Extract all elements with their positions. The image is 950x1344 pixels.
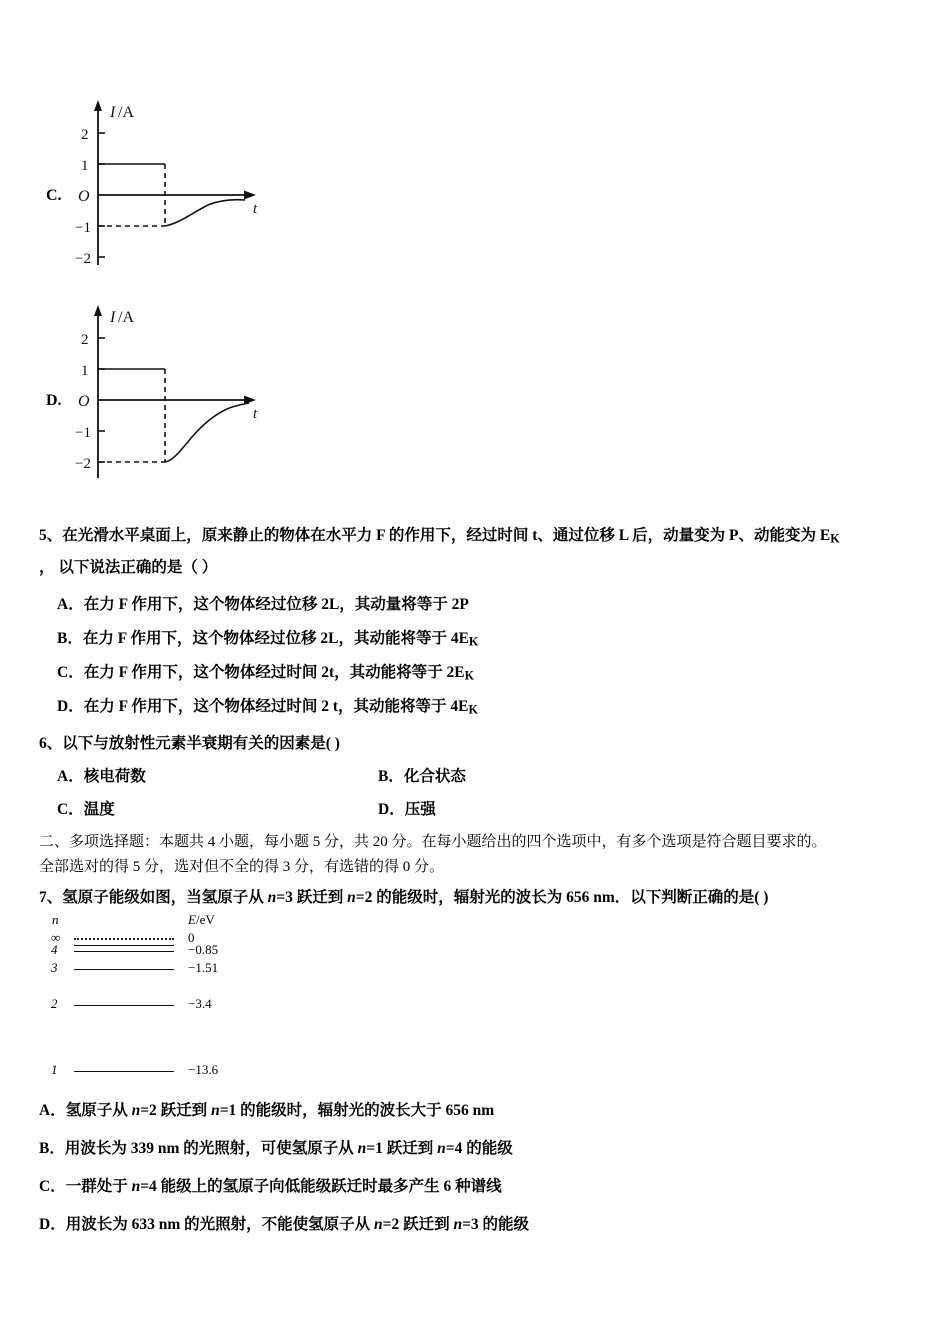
q7-option-b-part2: =1 跃迁到 xyxy=(366,1140,438,1157)
svg-text:t: t xyxy=(253,406,258,422)
question-6-option-c xyxy=(57,797,115,819)
svg-text:1: 1 xyxy=(81,363,89,379)
energy-level-line-infinity xyxy=(74,938,174,940)
q6-option-b-label: B． xyxy=(378,768,404,785)
figure-d-option-label: D. xyxy=(46,392,62,409)
question-5-option-c xyxy=(57,660,474,683)
q6-option-b-text: 化合状态 xyxy=(403,768,466,785)
question-5-option-a xyxy=(57,592,469,614)
svg-text:1: 1 xyxy=(81,158,89,174)
q5-option-b-label: B． xyxy=(57,630,83,647)
q7-option-a-n2: n xyxy=(211,1102,220,1119)
question-5-option-b xyxy=(57,626,478,649)
q7-stem-mid1: =3 跃迁到 xyxy=(276,889,348,906)
q7-option-a-n1: n xyxy=(131,1102,141,1119)
energy-level-line-2 xyxy=(74,1005,174,1006)
q5-option-b-subscript: K xyxy=(468,634,479,649)
question-6-option-a xyxy=(57,764,146,786)
energy-level-label-1: 1 xyxy=(51,1062,58,1077)
svg-text:2: 2 xyxy=(81,332,89,348)
question-5-stem-line2: ， 以下说法正确的是（ ） xyxy=(39,559,218,576)
q7-stem-n1: n xyxy=(267,889,277,906)
svg-text:−2: −2 xyxy=(75,251,91,267)
question-6-option-d xyxy=(378,797,436,819)
q5-option-d-text: 在力 F 作用下，这个物体经过时间 2 t，其动能将等于 4E xyxy=(83,698,469,715)
q5-option-d-subscript: K xyxy=(468,702,478,717)
svg-text:I: I xyxy=(110,104,116,121)
energy-value-infinity: 0 xyxy=(188,930,195,945)
energy-level-line-1 xyxy=(74,1071,174,1072)
q7-option-c-part0: 一群处于 xyxy=(65,1178,132,1195)
question-7-option-b xyxy=(39,1136,513,1158)
svg-text:−1: −1 xyxy=(75,220,91,236)
question-7-stem xyxy=(39,885,768,907)
q5-stem-subscript: K xyxy=(830,531,840,546)
q7-option-a-part0: 氢原子从 xyxy=(65,1102,132,1119)
energy-level-label-infinity: ∞ xyxy=(51,930,61,945)
figure-d-graph xyxy=(40,300,330,485)
q7-option-c-n1: n xyxy=(131,1178,141,1195)
figure-option-c xyxy=(40,95,330,270)
q6-option-c-text: 温度 xyxy=(83,801,115,818)
q7-option-b-part0: 用波长为 339 nm 的光照射，可使氢原子从 xyxy=(64,1140,358,1157)
q7-option-b-label: B． xyxy=(39,1140,65,1157)
energy-level-line-4 xyxy=(74,951,174,952)
energy-level-label-4: 4 xyxy=(51,942,58,957)
energy-level-line-3 xyxy=(74,969,174,970)
energy-value-1: −13.6 xyxy=(188,1062,219,1077)
q7-option-a-part2: =2 跃迁到 xyxy=(140,1102,212,1119)
q7-option-d-n1: n xyxy=(374,1216,383,1233)
q5-option-a-text: 在力 F 作用下，这个物体经过位移 2L，其动量将等于 2P xyxy=(83,596,469,613)
q6-option-a-text: 核电荷数 xyxy=(83,768,146,785)
q5-option-b-text: 在力 F 作用下，这个物体经过位移 2L，其动能将等于 4E xyxy=(82,630,469,647)
q7-option-d-part4: =3 的能级 xyxy=(462,1216,530,1233)
q5-stem-text: 5、在光滑水平桌面上，原来静止的物体在水平力 F 的作用下，经过时间 t、通过位移 L 后，动量变为 P、动能变为 E xyxy=(39,527,831,544)
q7-option-b-n1: n xyxy=(357,1140,367,1157)
energy-level-line-5 xyxy=(74,945,174,946)
question-6-stem: 6、以下与放射性元素半衰期有关的因素是( ) xyxy=(39,735,340,752)
q5-option-d-label: D． xyxy=(57,698,84,715)
svg-text:/A: /A xyxy=(118,104,134,121)
q6-option-c-label: C． xyxy=(57,801,84,818)
section-header-line1: 二、多项选择题：本题共 4 小题，每小题 5 分，共 20 分。在每小题给出的四个选项中，有多个选项是符合题目要求的。 xyxy=(39,834,827,850)
q7-stem-n2: n xyxy=(347,889,356,906)
figure-c-graph xyxy=(40,95,330,270)
svg-text:I: I xyxy=(110,309,116,326)
figure-option-d xyxy=(40,300,330,485)
q6-option-a-label: A． xyxy=(57,768,84,785)
figure-c-option-label: C. xyxy=(46,187,62,204)
question-7-option-a xyxy=(39,1098,494,1120)
svg-text:2: 2 xyxy=(81,127,89,143)
svg-text:−2: −2 xyxy=(75,456,91,472)
q7-option-b-n2: n xyxy=(437,1140,446,1157)
q6-option-d-label: D． xyxy=(378,801,405,818)
svg-text:O: O xyxy=(78,393,90,410)
question-6-option-b xyxy=(378,764,466,786)
q7-option-a-label: A． xyxy=(39,1102,66,1119)
svg-text:t: t xyxy=(253,201,258,217)
energy-value-4: −0.85 xyxy=(188,942,219,957)
svg-text:/A: /A xyxy=(118,309,134,326)
section-header-line2: 全部选对的得 5 分，选对但不全的得 3 分，有选错的得 0 分。 xyxy=(39,859,445,875)
q7-stem-mid2: =2 的能级时，辐射光的波长为 656 nm．以下判断正确的是( ) xyxy=(355,889,769,906)
q7-option-d-label: D． xyxy=(39,1216,66,1233)
q7-stem-prefix: 7、氢原子能级如图，当氢原子从 xyxy=(39,889,268,906)
q7-option-a-part4: =1 的能级时，辐射光的波长大于 656 nm xyxy=(219,1102,495,1119)
q5-option-c-label: C． xyxy=(57,664,84,681)
energy-value-3: −1.51 xyxy=(188,960,219,975)
q7-option-d-n2: n xyxy=(453,1216,463,1233)
energy-value-2: −3.4 xyxy=(188,996,212,1011)
q5-option-c-subscript: K xyxy=(464,668,475,683)
question-7-option-d xyxy=(39,1212,529,1234)
q7-option-c-part2: =4 能级上的氢原子向低能级跃迁时最多产生 6 种谱线 xyxy=(140,1178,502,1195)
energy-header-n: n xyxy=(52,912,59,927)
question-5-stem-line1 xyxy=(39,523,840,546)
energy-level-label-3: 3 xyxy=(51,960,58,975)
energy-level-diagram xyxy=(48,910,278,1090)
energy-header-e: E/eV xyxy=(188,912,215,927)
energy-level-label-2: 2 xyxy=(51,996,58,1011)
q7-option-d-part0: 用波长为 633 nm 的光照射，不能使氢原子从 xyxy=(65,1216,374,1233)
question-5-option-d xyxy=(57,694,478,717)
q7-option-c-label: C． xyxy=(39,1178,66,1195)
q5-option-c-text: 在力 F 作用下，这个物体经过时间 2t，其动能将等于 2E xyxy=(83,664,465,681)
q5-option-a-label: A． xyxy=(57,596,84,613)
q6-option-d-text: 压强 xyxy=(404,801,436,818)
svg-text:−1: −1 xyxy=(75,425,91,441)
q7-option-d-part2: =2 跃迁到 xyxy=(382,1216,454,1233)
question-7-option-c xyxy=(39,1174,502,1196)
q7-option-b-part4: =4 的能级 xyxy=(445,1140,513,1157)
svg-text:O: O xyxy=(78,188,90,205)
